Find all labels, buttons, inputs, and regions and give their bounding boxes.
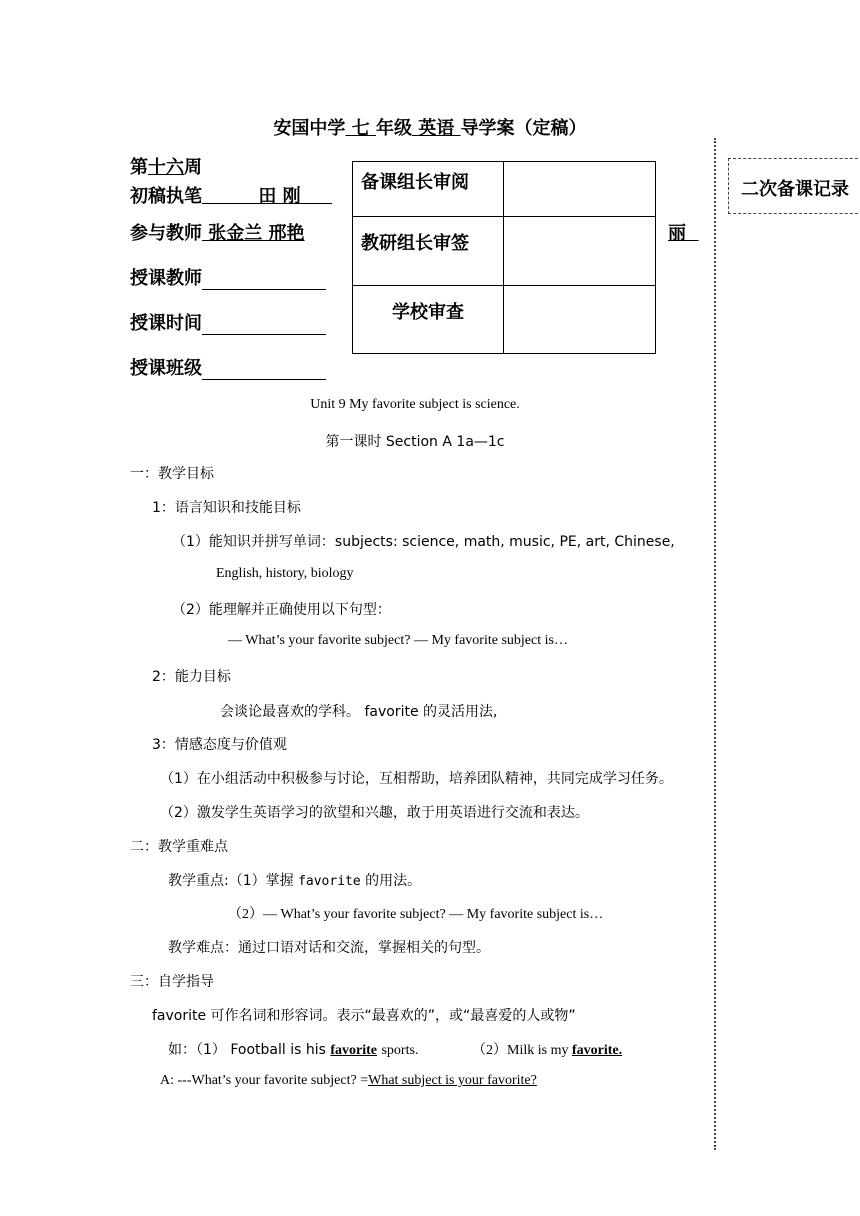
teachers-tail: 丽 — [668, 223, 686, 244]
teaching-teacher-label: 授课教师 — [130, 268, 202, 289]
teaching-class-blank — [202, 361, 326, 380]
grade: 七 — [351, 118, 370, 139]
lesson-title: 第一课时 Section A 1a—1c — [325, 434, 505, 450]
review-label-school: 学校审查 — [353, 286, 504, 354]
objective-1a-continued: English, history, biology — [216, 566, 354, 581]
teaching-time-label: 授课时间 — [130, 313, 202, 334]
margin-divider — [714, 138, 716, 1150]
teachers-line — [130, 219, 305, 245]
review-cell-research-leader — [504, 217, 656, 286]
school-name: 安国中学 — [273, 118, 346, 139]
objective-1a: （1）能知识并拼写单词：subjects: science, math, music, PE, art, Chinese, — [172, 534, 675, 550]
key-point-1 — [168, 870, 421, 890]
draft-author: 田 刚 — [258, 186, 301, 207]
grade-suffix: 年级 — [376, 118, 412, 139]
example-1-word: favorite — [330, 1043, 378, 1058]
objective-1-heading: 1：语言知识和技能目标 — [152, 500, 301, 516]
doc-type: 导学案（定稿） — [460, 118, 587, 139]
subject: 英语 — [418, 118, 455, 139]
teaching-time-blank — [202, 316, 326, 335]
objective-2a: 会谈论最喜欢的学科。 favorite 的灵活用法, — [220, 704, 498, 720]
document-title — [0, 114, 860, 140]
review-cell-school — [504, 286, 656, 354]
objective-1b-pattern: — What’s your favorite subject? — My favorite subject is… — [228, 633, 568, 648]
teaching-teacher-blank — [202, 271, 326, 290]
second-prep-note-label: 二次备课记录 — [741, 179, 849, 200]
week-prefix: 第 — [130, 157, 148, 178]
unit-title: Unit 9 My favorite subject is science. — [310, 397, 520, 412]
teachers-names: 张金兰 邢艳 — [208, 223, 305, 244]
key-point-1-word: favorite — [298, 874, 361, 889]
draft-label: 初稿执笔 — [130, 186, 202, 207]
qa-prefix: A: ---What’s your favorite subject? = — [160, 1073, 369, 1088]
week-line — [130, 153, 202, 179]
teachers-line-tail — [668, 219, 699, 245]
section-heading-self-study: 三：自学指导 — [130, 974, 214, 990]
objective-3a: （1）在小组活动中积极参与讨论，互相帮助，培养团队精神，共同完成学习任务。 — [160, 771, 673, 787]
second-prep-note-box — [728, 158, 860, 214]
objective-1b: （2）能理解并正确使用以下句型： — [172, 602, 391, 618]
example-sentence-1 — [168, 1039, 418, 1059]
teaching-teacher-line — [130, 264, 326, 290]
key-point-2: （2）— What’s your favorite subject? — My favorite subject is… — [228, 907, 604, 922]
objective-3b: （2）激发学生英语学习的欲望和兴趣，敢于用英语进行交流和表达。 — [160, 805, 589, 821]
self-study-note: favorite 可作名词和形容词。表示“最喜欢的”，或“最喜爱的人或物” — [152, 1008, 576, 1024]
example-1-prefix: 如：（1） Football is his — [168, 1042, 326, 1058]
week-suffix: 周 — [184, 157, 202, 178]
review-table — [352, 161, 656, 354]
week-number: 十六 — [148, 157, 184, 178]
section-heading-objectives: 一：教学目标 — [130, 466, 214, 482]
example-sentence-2 — [472, 1039, 622, 1059]
objective-2-heading: 2：能力目标 — [152, 669, 231, 685]
teaching-class-line — [130, 354, 326, 380]
key-point-1-suffix: 的用法。 — [365, 873, 422, 889]
review-label-group-leader: 备课组长审阅 — [353, 162, 504, 217]
review-label-research-leader: 教研组长审签 — [353, 217, 504, 286]
teachers-label: 参与教师 — [130, 223, 202, 244]
difficulty: 教学难点：通过口语对话和交流，掌握相关的句型。 — [168, 940, 490, 956]
teaching-time-line — [130, 309, 326, 335]
review-cell-group-leader — [504, 162, 656, 217]
objective-3-heading: 3：情感态度与价值观 — [152, 737, 287, 753]
key-point-1-prefix: 教学重点:（1）掌握 — [168, 873, 294, 889]
example-2-prefix: （2）Milk is my — [472, 1043, 569, 1058]
example-1-suffix: sports. — [381, 1043, 419, 1058]
qa-underlined: What subject is your favorite? — [368, 1073, 537, 1088]
qa-example — [160, 1073, 537, 1089]
teaching-class-label: 授课班级 — [130, 358, 202, 379]
draft-author-line — [130, 182, 332, 208]
section-heading-key-points: 二：教学重难点 — [130, 839, 228, 855]
example-2-word: favorite. — [571, 1043, 623, 1058]
